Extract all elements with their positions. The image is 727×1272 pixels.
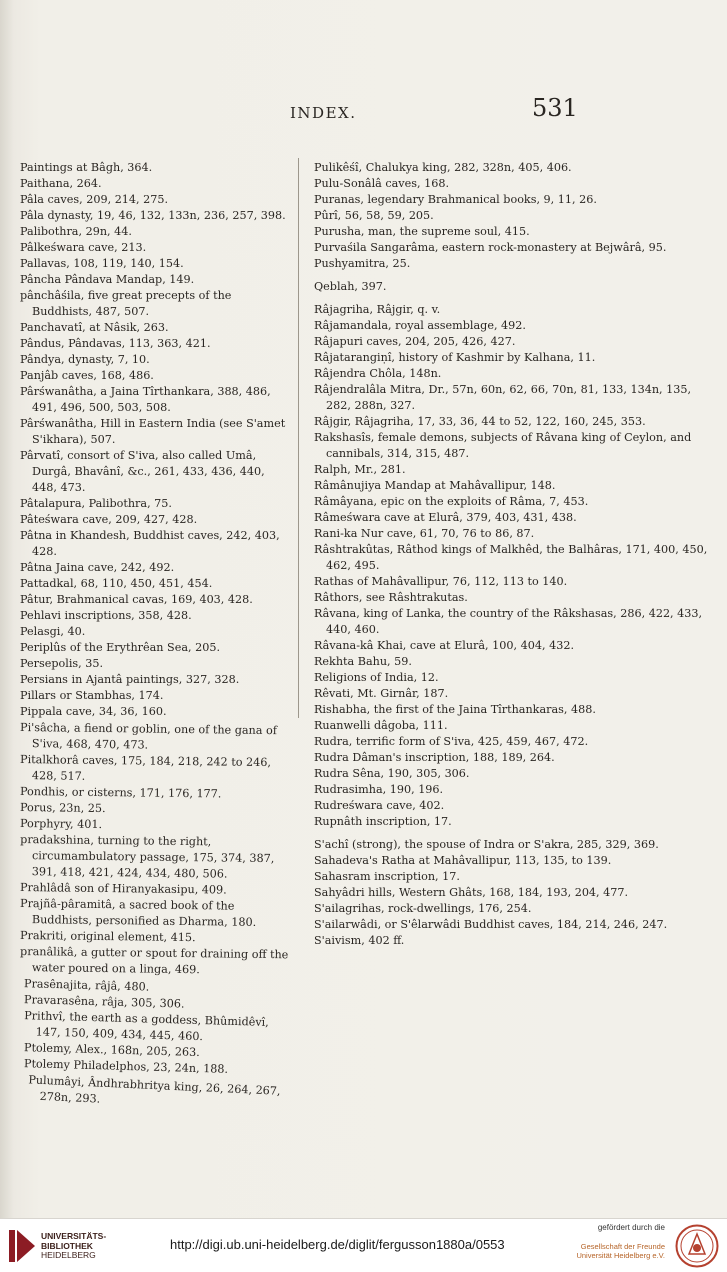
index-entry: Prithvî, the earth as a goddess, Bhûmidêvî, 147, 150, 409, 434, 445, 460.	[24, 1009, 269, 1044]
index-entry: Pulu-Sonâlâ caves, 168.	[314, 177, 450, 190]
index-entry: Râthors, see Râshtrakutas.	[314, 591, 468, 604]
index-entry: Pândus, Pândavas, 113, 363, 421.	[20, 337, 211, 350]
index-entry: Rudra Sêna, 190, 305, 306.	[314, 767, 470, 780]
index-entry: S'ailagrihas, rock-dwellings, 176, 254.	[314, 902, 532, 915]
index-entry: Puranas, legendary Brahmanical books, 9, 11, 26.	[314, 193, 597, 206]
index-entry: Panjâb caves, 168, 486.	[20, 369, 154, 382]
index-entry: Pûrî, 56, 58, 59, 205.	[314, 209, 434, 222]
index-entry: Pârśwanâtha, Hill in Eastern India (see S'amet S'ikhara), 507.	[20, 417, 286, 446]
index-entry: Râmeśwara cave at Elurâ, 379, 403, 431, 438.	[314, 511, 577, 524]
index-entry: pranâlikâ, a gutter or spout for draining off the water poured on a linga, 469.	[20, 945, 289, 977]
index-entry: Pâla dynasty, 19, 46, 132, 133n, 236, 257, 398.	[20, 209, 286, 222]
index-entry: Qeblah, 397.	[314, 280, 387, 293]
index-entry: Pulikêśî, Chalukya king, 282, 328n, 405, 406.	[314, 161, 572, 174]
index-entry: Porphyry, 401.	[19, 817, 103, 832]
index-entry: Pallavas, 108, 119, 140, 154.	[20, 257, 184, 270]
index-entry: Rudrasimha, 190, 196.	[314, 783, 444, 796]
library-name-line-1: UNIVERSITÄTS-	[41, 1231, 107, 1241]
index-entry: Purvaśila Sangarâma, eastern rock-monastery at Bejwârâ, 95.	[314, 241, 667, 254]
index-entry: Persepolis, 35.	[20, 657, 104, 670]
index-entry: Purusha, man, the supreme soul, 415.	[314, 225, 530, 238]
index-entry: Râmâyana, epic on the exploits of Râma, 7, 453.	[314, 495, 589, 508]
page-header	[0, 94, 727, 128]
sponsor-block	[576, 1223, 665, 1260]
index-entry: Pâteśwara cave, 209, 427, 428.	[20, 513, 198, 526]
funded-by-label: gefördert durch die	[597, 1223, 665, 1232]
index-entry: Râvana-kâ Khai, cave at Elurâ, 100, 404, 432.	[314, 639, 575, 652]
index-entry: Rathas of Mahâvallipur, 76, 112, 113 to 140.	[314, 575, 568, 588]
society-name-line-2: Universität Heidelberg e.V.	[576, 1251, 665, 1260]
society-name-line-1: Gesellschaft der Freunde	[580, 1242, 665, 1251]
index-entry: Rishabha, the first of the Jaina Tîrthankaras, 488.	[314, 703, 596, 716]
index-entry: Rakshasîs, female demons, subjects of Râvana king of Ceylon, and cannibals, 314, 315, 487.	[314, 431, 692, 460]
index-entry: Pârvatî, consort of S'iva, also called Umâ, Durgâ, Bhavânî, &c., 261, 433, 436, 440, 448, 473.	[20, 449, 265, 494]
index-entry: Rêvati, Mt. Girnâr, 187.	[314, 687, 449, 700]
index-entry: Râjamandala, royal assemblage, 492.	[314, 319, 526, 332]
index-entry: Prajñâ-pâramitâ, a sacred book of the Buddhists, personified as Dharma, 180.	[20, 897, 257, 929]
index-entry: Pitalkhorâ caves, 175, 184, 218, 242 to 246, 428, 517.	[20, 753, 272, 783]
library-name-line-3: HEIDELBERG	[41, 1250, 96, 1260]
index-column-left	[20, 160, 290, 1104]
index-entry: Pârśwanâtha, a Jaina Tîrthankara, 388, 486, 491, 496, 500, 503, 508.	[20, 385, 271, 414]
index-column-right	[314, 160, 716, 949]
university-seal-icon	[675, 1224, 719, 1268]
index-entry: Pippala cave, 34, 36, 160.	[20, 705, 167, 718]
index-entry: pânchâśila, five great precepts of the Buddhists, 487, 507.	[20, 289, 232, 318]
index-entry: Porus, 23n, 25.	[19, 801, 106, 816]
index-entry: Rudreśwara cave, 402.	[314, 799, 445, 812]
library-name-line-2: BIBLIOTHEK	[41, 1240, 93, 1251]
index-entry: Sahadeva's Ratha at Mahâvallipur, 113, 135, to 139.	[314, 854, 612, 867]
index-entry: Prasênajita, râjâ, 480.	[23, 977, 150, 994]
index-entry: Râjapuri caves, 204, 205, 426, 427.	[314, 335, 516, 348]
index-entry: Pâlkeśwara cave, 213.	[20, 241, 147, 254]
index-entry: Pâtalapura, Palibothra, 75.	[20, 497, 172, 510]
permalink-url[interactable]: http://digi.ub.uni-heidelberg.de/diglit/fergusson1880a/0553	[170, 1237, 505, 1252]
index-entry: Râjatarangiṇî, history of Kashmir by Kalhana, 11.	[314, 351, 596, 364]
index-entry: S'ailarwâdi, or S'êlarwâdi Buddhist caves, 184, 214, 246, 247.	[314, 918, 668, 931]
library-logo-icon	[8, 1228, 36, 1264]
index-entry: Rudra, terrific form of S'iva, 425, 459, 467, 472.	[314, 735, 589, 748]
index-entry: Periplûs of the Erythrêan Sea, 205.	[20, 641, 221, 654]
index-entry: Pâla caves, 209, 214, 275.	[20, 193, 169, 206]
index-entry: Rudra Dâman's inscription, 188, 189, 264.	[314, 751, 555, 764]
index-entry: Râjendralâla Mitra, Dr., 57n, 60n, 62, 66, 70n, 81, 133, 134n, 135, 282, 288n, 327.	[314, 383, 692, 412]
index-entry: Ruanwelli dâgoba, 111.	[314, 719, 448, 732]
index-entry: Pondhis, or cisterns, 171, 176, 177.	[19, 785, 222, 801]
index-entry: Pattadkal, 68, 110, 450, 451, 454.	[20, 577, 213, 590]
index-entry: Rekhta Bahu, 59.	[314, 655, 412, 668]
index-entry: Prahlâdâ son of Hiranyakasipu, 409.	[19, 881, 227, 897]
index-entry: Râvana, king of Lanka, the country of the Râkshasas, 286, 422, 433, 440, 460.	[314, 607, 703, 636]
index-entry: Pillars or Stambhas, 174.	[20, 689, 164, 702]
index-entry: Pâncha Pândava Mandap, 149.	[20, 273, 195, 286]
index-entry: Religions of India, 12.	[314, 671, 439, 684]
index-entry: Pâtur, Brahmanical cavas, 169, 403, 428.	[20, 593, 253, 606]
page-number: 531	[532, 94, 578, 122]
index-entry: Râshtrakûtas, Râthod kings of Malkhêd, the Balhâras, 171, 400, 450, 462, 495.	[314, 543, 708, 572]
index-entry: Sahasram inscription, 17.	[314, 870, 460, 883]
index-entry: Paithana, 264.	[20, 177, 102, 190]
footer-bar	[0, 1218, 727, 1272]
column-divider	[298, 158, 299, 718]
index-entry: S'aivism, 402 ff.	[314, 934, 405, 947]
index-entry: Pâtna in Khandesh, Buddhist caves, 242, 403, 428.	[20, 529, 280, 558]
index-entry: Sahyâdri hills, Western Ghâts, 168, 184, 193, 204, 477.	[314, 886, 629, 899]
index-entry: Persians in Ajantâ paintings, 327, 328.	[20, 673, 240, 686]
library-logo-text	[41, 1232, 106, 1261]
index-entry: Panchavatî, at Nâsik, 263.	[20, 321, 169, 334]
index-entry: Paintings at Bâgh, 364.	[20, 161, 153, 174]
index-entry: Prakriti, original element, 415.	[19, 929, 196, 945]
index-entry: Pâtna Jaina cave, 242, 492.	[20, 561, 175, 574]
running-title: INDEX.	[290, 104, 357, 122]
index-entry: Pravarasêna, râja, 305, 306.	[23, 993, 185, 1011]
index-entry: Ptolemy, Alex., 168n, 205, 263.	[23, 1041, 200, 1060]
index-entry: Palibothra, 29n, 44.	[20, 225, 132, 238]
index-entry: Rani-ka Nur cave, 61, 70, 76 to 86, 87.	[314, 527, 535, 540]
index-entry: Pushyamitra, 25.	[314, 257, 411, 270]
index-entry: Ralph, Mr., 281.	[314, 463, 406, 476]
index-entry: Râjagriha, Râjgir, q. v.	[314, 303, 441, 316]
index-entry: S'achî (strong), the spouse of Indra or S'akra, 285, 329, 369.	[314, 838, 659, 851]
index-entry: Rupnâth inscription, 17.	[314, 815, 452, 828]
index-entry: Râjendra Chôla, 148n.	[314, 367, 442, 380]
index-entry: Ptolemy Philadelphos, 23, 24n, 188.	[23, 1057, 229, 1076]
index-entry: Râmânujiya Mandap at Mahâvallipur, 148.	[314, 479, 556, 492]
index-entry: pradakshina, turning to the right, circumambulatory passage, 175, 374, 387, 391, 418, 421, 424, 434, 480, 506.	[20, 833, 275, 881]
index-entry: Pi'sâcha, a fiend or goblin, one of the gana of S'iva, 468, 470, 473.	[20, 721, 277, 752]
index-entry: Pulumâyi, Ândhrabhritya king, 26, 264, 267, 278n, 293.	[28, 1073, 281, 1106]
index-entry: Pehlavi inscriptions, 358, 428.	[20, 609, 192, 622]
index-entry: Pândya, dynasty, 7, 10.	[20, 353, 150, 366]
index-entry: Râjgir, Râjagriha, 17, 33, 36, 44 to 52, 122, 160, 245, 353.	[314, 415, 646, 428]
index-entry: Pelasgi, 40.	[20, 625, 86, 638]
